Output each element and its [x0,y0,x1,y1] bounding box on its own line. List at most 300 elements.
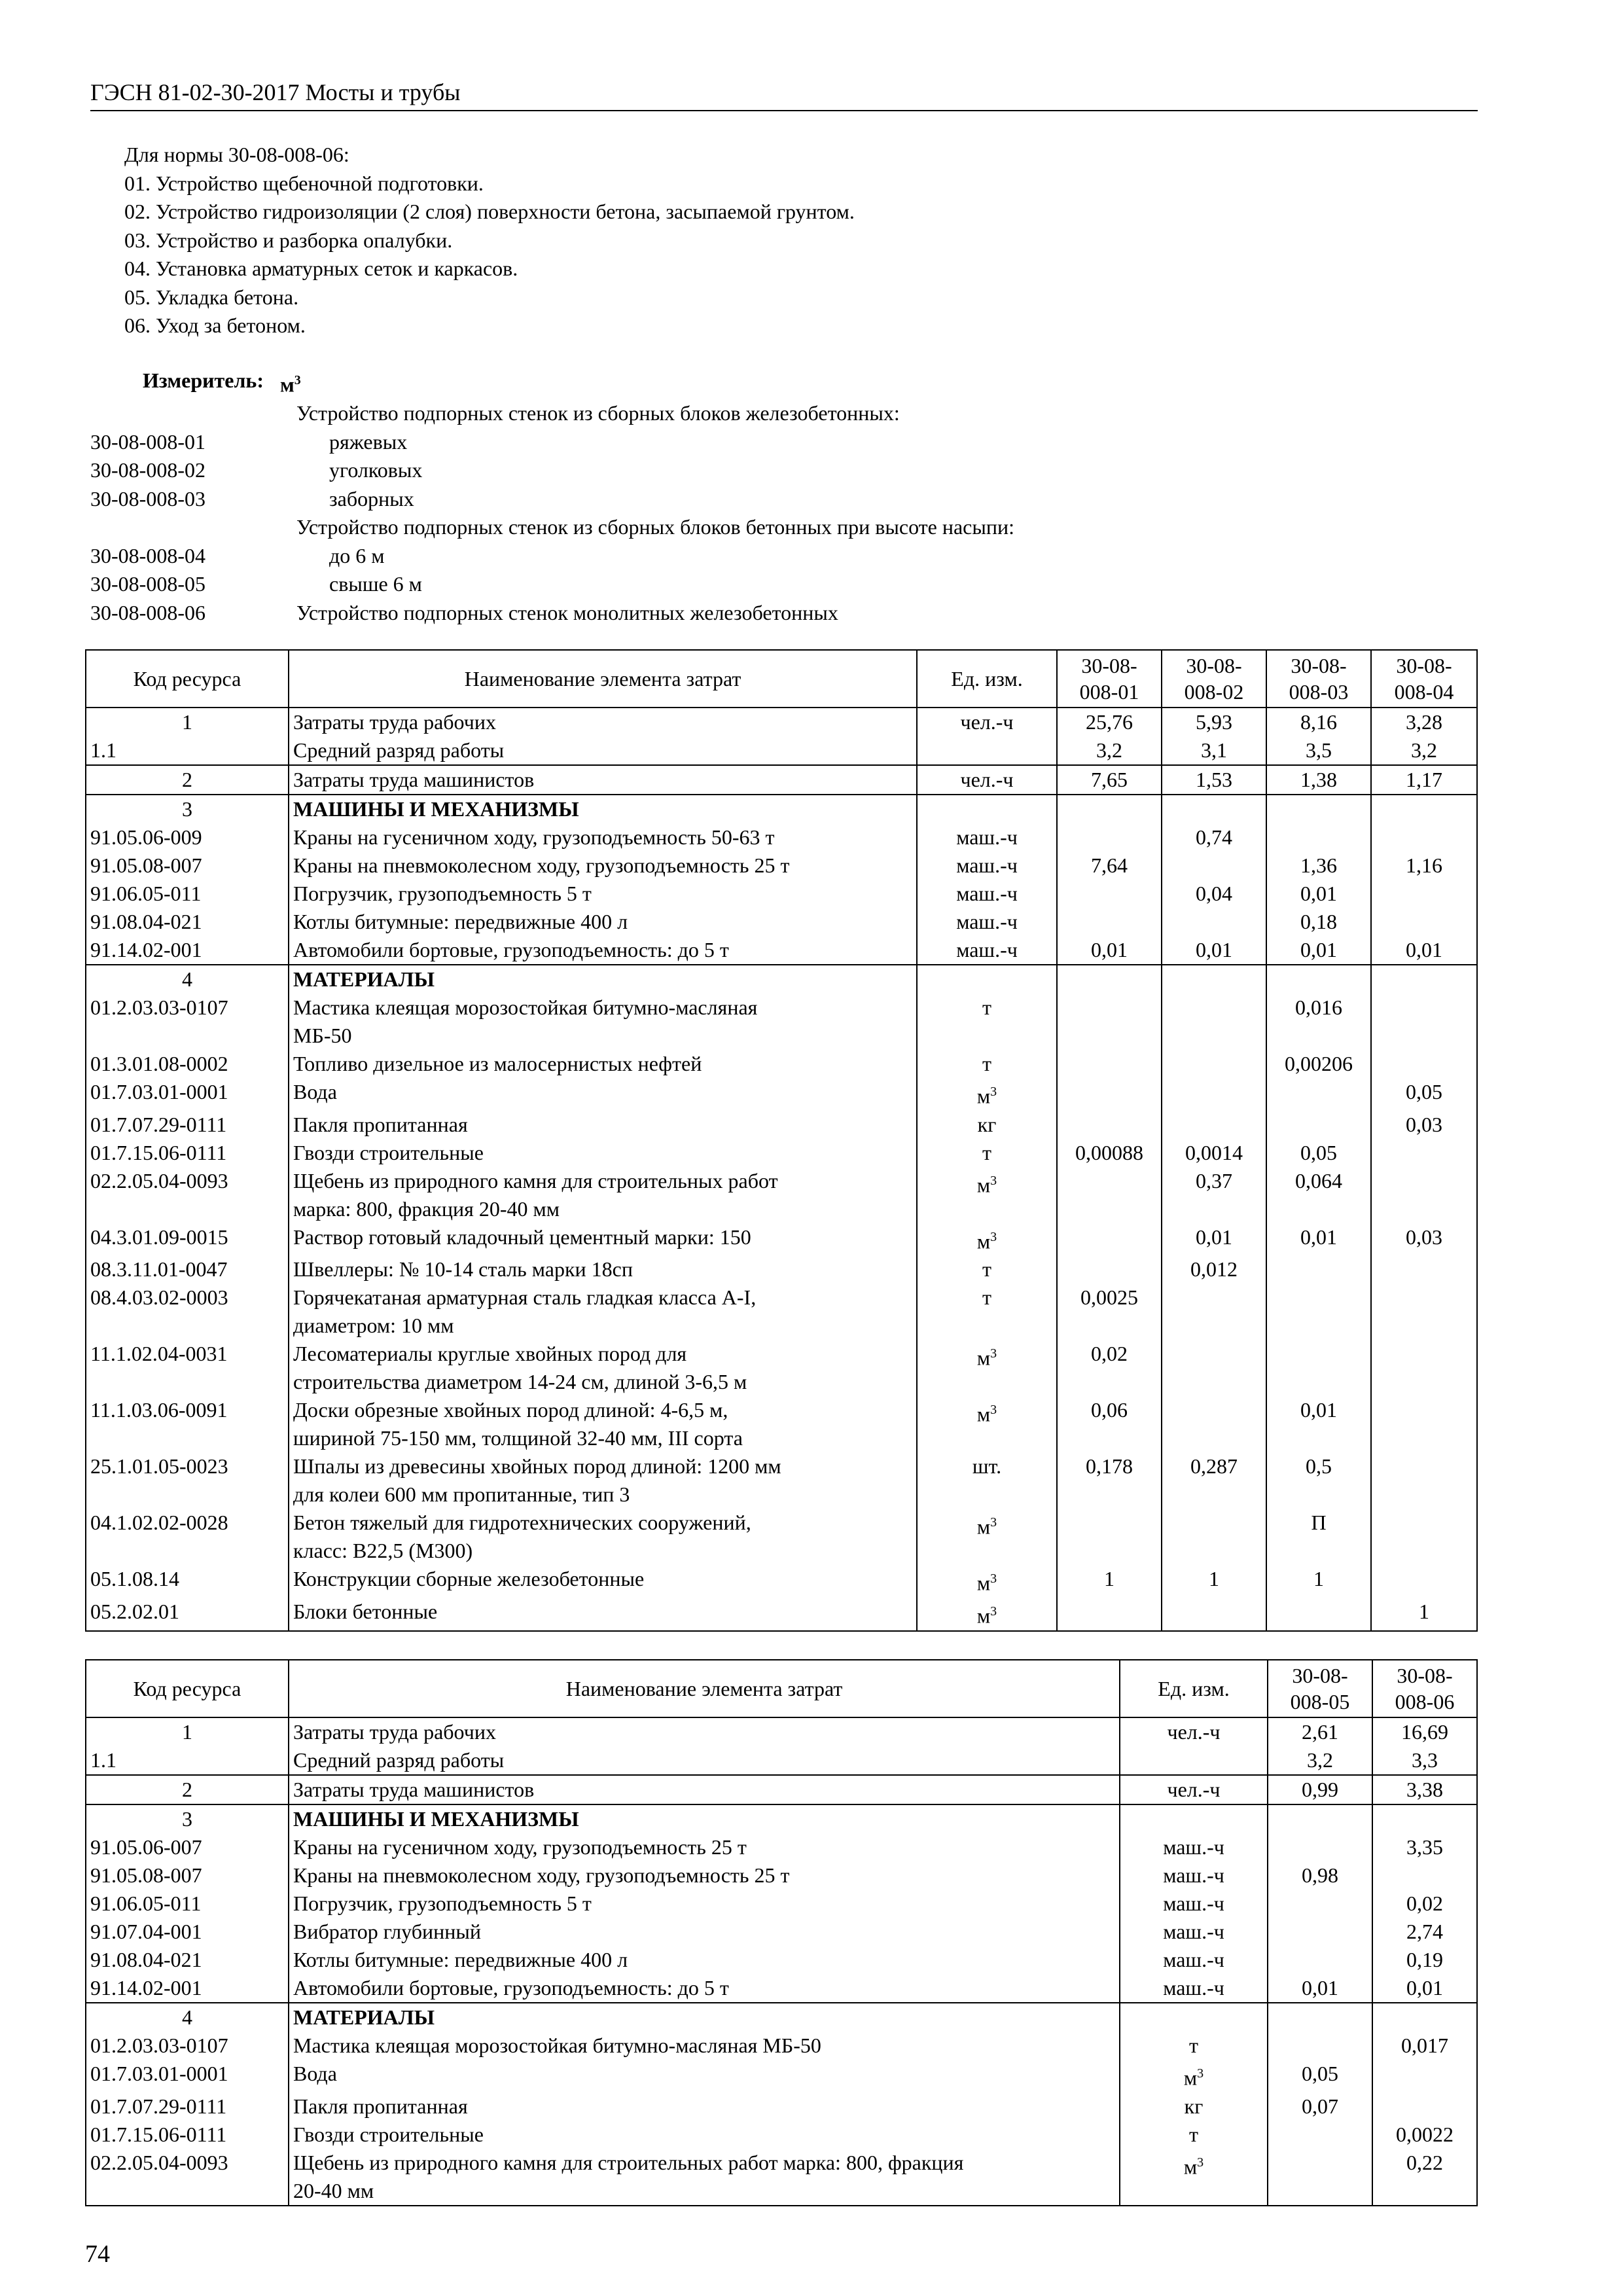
norm-line [90,542,1478,571]
table-body [86,1717,1477,2206]
resource-name [289,1452,917,1509]
norm-value [1268,1890,1372,1918]
resource-code: 1 [86,1717,289,1746]
table-row [86,2003,1477,2032]
resource-name-line: Щебень из природного камня для строительных работ [293,1168,778,1193]
resource-code: 91.08.04-021 [86,908,289,936]
table-row [86,2121,1477,2149]
resource-table-2 [85,1659,1478,2206]
table-row [86,880,1477,908]
norm-value [1371,1255,1477,1283]
norm-value [1371,1050,1477,1078]
resource-unit: маш.-ч [1120,1833,1268,1861]
table-row [86,852,1477,880]
table-row [86,1598,1477,1631]
resource-unit: $м^3$ [917,1509,1057,1565]
norm-value [1371,1452,1477,1509]
norm-value [1266,965,1371,994]
norm-value: 1,38 [1266,765,1371,795]
norm-value [1057,994,1162,1050]
resource-name-line: Вибратор глубинный [293,1920,482,1943]
table-row [86,823,1477,852]
norm-value: 0,01 [1372,1974,1477,2003]
resource-unit: $м^3$ [917,1396,1057,1452]
resource-name [289,1775,1120,1804]
table-row [86,1775,1477,1804]
resource-unit: маш.-ч [1120,1890,1268,1918]
norm-value: 0,01 [1266,936,1371,965]
resource-code: 08.3.11.01-0047 [86,1255,289,1283]
norm-value: 1,16 [1371,852,1477,880]
resource-name [289,908,917,936]
col-header-norm: 30-08- 008-03 [1266,650,1371,708]
norm-value [1162,1509,1266,1565]
resource-name-line: Бетон тяжелый для гидротехнических сооружений, [293,1511,751,1535]
norm-value: 1 [1162,1565,1266,1598]
operations-list [124,141,855,340]
norm-value: 0,00088 [1057,1139,1162,1167]
resource-name [289,1946,1120,1974]
norm-code: 30-08-008-03 [90,486,205,511]
resource-unit: кг [1120,2092,1268,2121]
resource-name-line: Топливо дизельное из малосернистых нефтей [293,1052,702,1075]
table-row [86,1139,1477,1167]
norm-value: 3,28 [1371,708,1477,736]
norm-value [1162,1598,1266,1631]
resource-name [289,1833,1120,1861]
operations-heading: Для нормы 30-08-008-06: [124,143,349,166]
norm-value: 3,2 [1371,736,1477,765]
resource-unit [917,736,1057,765]
norm-title: до 6 м [329,543,385,567]
resource-code: 01.2.03.03-0107 [86,994,289,1050]
resource-name [289,823,917,852]
resource-code: 01.7.03.01-0001 [86,1078,289,1111]
norm-value: 0,06 [1057,1396,1162,1452]
norm-value: 0,178 [1057,1452,1162,1509]
norm-title: заборных [329,486,414,511]
resource-name [289,1717,1120,1746]
table-row [86,1565,1477,1598]
table-row [86,1050,1477,1078]
resource-code: 1.1 [86,736,289,765]
resource-name [289,765,917,795]
resource-code: 01.3.01.08-0002 [86,1050,289,1078]
norm-value [1162,908,1266,936]
resource-name-line: Раствор готовый кладочный цементный марки: 150 [293,1225,751,1249]
resource-unit [917,795,1057,823]
resource-name-line: Вода [293,1080,337,1103]
norm-value: 0,01 [1268,1974,1372,2003]
norm-value: 0,01 [1057,936,1162,965]
resource-name-line: Краны на пневмоколесном ходу, грузоподъемность 25 т [293,1863,790,1887]
norm-value: 0,016 [1266,994,1371,1050]
norm-value: 0,01 [1266,1223,1371,1256]
resource-name-line: Погрузчик, грузоподъемность 5 т [293,882,592,905]
norm-value [1266,1255,1371,1283]
norm-value: 0,22 [1372,2149,1477,2206]
norm-value: 0,04 [1162,880,1266,908]
resource-name [289,1918,1120,1946]
norm-value [1268,2149,1372,2206]
norm-value: 0,03 [1371,1111,1477,1139]
operation-item: 04. Установка арматурных сеток и каркасов. [124,257,518,280]
meter-row [90,367,1478,399]
table-row [86,1111,1477,1139]
resource-unit [917,965,1057,994]
resource-unit: кг [917,1111,1057,1139]
norm-code: 30-08-008-06 [90,600,205,624]
resource-code: 4 [86,2003,289,2032]
norm-value [1266,823,1371,852]
table-row [86,1283,1477,1340]
norm-value: П [1266,1509,1371,1565]
norm-value [1372,1804,1477,1833]
resource-name [289,736,917,765]
resource-unit: маш.-ч [1120,1861,1268,1890]
resource-unit: маш.-ч [917,823,1057,852]
norm-value: 0,0022 [1372,2121,1477,2149]
norm-value [1057,1598,1162,1631]
norm-line [90,513,1478,542]
norm-value [1057,1050,1162,1078]
resource-name [289,1340,917,1396]
norm-value: 1 [1371,1598,1477,1631]
norm-value: 0,07 [1268,2092,1372,2121]
norm-value [1371,1509,1477,1565]
norm-value [1057,1167,1162,1223]
resource-name [289,1223,917,1256]
table-row [86,908,1477,936]
resource-name [289,965,917,994]
resource-name-line: Котлы битумные: передвижные 400 л [293,1948,628,1971]
resource-unit: маш.-ч [1120,1918,1268,1946]
operation-item: 05. Укладка бетона. [124,285,299,309]
resource-unit: маш.-ч [1120,1946,1268,1974]
norm-value [1057,908,1162,936]
resource-code: 4 [86,965,289,994]
norm-group-title: Устройство подпорных стенок из сборных блоков железобетонных: [296,401,900,425]
resource-code: 91.08.04-021 [86,1946,289,1974]
table-row [86,708,1477,736]
norm-value: 0,01 [1162,1223,1266,1256]
resource-name-line: Пакля пропитанная [293,2094,468,2118]
resource-code: 91.05.08-007 [86,1861,289,1890]
norm-value: 0,0025 [1057,1283,1162,1340]
resource-unit: маш.-ч [917,936,1057,965]
norm-value [1162,852,1266,880]
table-row [86,1255,1477,1283]
resource-unit: $м^3$ [917,1167,1057,1223]
table-row [86,2149,1477,2206]
norm-value: 16,69 [1372,1717,1477,1746]
norm-value [1268,1918,1372,1946]
resource-name [289,1565,917,1598]
norm-value: 3,1 [1162,736,1266,765]
resource-name-line: Мастика клеящая морозостойкая битумно-масляная МБ-50 [293,2034,821,2057]
resource-name-line: МБ-50 [293,1024,352,1047]
resource-name-line: Конструкции сборные железобетонные [293,1567,645,1591]
norm-value [1268,2032,1372,2060]
resource-name-line: Шпалы из древесины хвойных пород длиной: 1200 мм [293,1454,781,1479]
norm-value: 2,61 [1268,1717,1372,1746]
resource-name-line: 20-40 мм [293,2178,374,2202]
resource-name-line: Краны на гусеничном ходу, грузоподъемность 50-63 т [293,825,775,849]
table-header-row [86,650,1477,708]
resource-name-line: Горячекатаная арматурная сталь гладкая класса А-I, [293,1285,757,1310]
resource-code: 11.1.03.06-0091 [86,1396,289,1452]
norm-value: 3,35 [1372,1833,1477,1861]
norm-value: 0,05 [1371,1078,1477,1111]
norm-value [1371,1396,1477,1452]
col-header-unit: Ед. изм. [1120,1660,1268,1717]
resource-unit: $м^3$ [917,1223,1057,1256]
resource-code: 01.7.07.29-0111 [86,2092,289,2121]
resource-name [289,2060,1120,2092]
norm-value: 0,01 [1162,936,1266,965]
resource-code: 2 [86,1775,289,1804]
norm-value [1268,2003,1372,2032]
resource-unit: маш.-ч [1120,1974,1268,2003]
table-row [86,1509,1477,1565]
table-row [86,1340,1477,1396]
norm-value [1266,1598,1371,1631]
norm-line [90,485,1478,514]
resource-name-line: Краны на гусеничном ходу, грузоподъемность 25 т [293,1835,747,1859]
resource-name-line: Котлы битумные: передвижные 400 л [293,910,628,933]
resource-unit: т [917,1255,1057,1283]
norm-value: 0,18 [1266,908,1371,936]
norm-value: 0,98 [1268,1861,1372,1890]
resource-unit: $м^3$ [917,1078,1057,1111]
norm-value: 0,05 [1268,2060,1372,2092]
norm-line [90,570,1478,599]
resource-name [289,1255,917,1283]
norm-value: 0,05 [1266,1139,1371,1167]
table-row [86,1861,1477,1890]
resource-unit: маш.-ч [917,852,1057,880]
norm-value: 1,36 [1266,852,1371,880]
norm-value [1266,795,1371,823]
resource-name-line: Автомобили бортовые, грузоподъемность: до 5 т [293,938,729,961]
resource-unit: чел.-ч [1120,1775,1268,1804]
norm-value: 0,012 [1162,1255,1266,1283]
resource-unit: т [1120,2121,1268,2149]
resource-name-line: Погрузчик, грузоподъемность 5 т [293,1892,592,1915]
resource-code: 3 [86,795,289,823]
norm-value: 0,017 [1372,2032,1477,2060]
resource-name [289,852,917,880]
norm-value [1371,880,1477,908]
resource-unit: $м^3$ [917,1565,1057,1598]
norm-value: 0,01 [1266,880,1371,908]
norm-value [1371,994,1477,1050]
resource-unit: чел.-ч [917,765,1057,795]
norm-code: 30-08-008-01 [90,429,205,454]
resource-code: 91.05.06-009 [86,823,289,852]
norm-value [1372,2060,1477,2092]
norm-value [1266,1283,1371,1340]
resource-unit [1120,2003,1268,2032]
norm-value: 0,287 [1162,1452,1266,1509]
resource-name-line: класс: В22,5 (М300) [293,1539,473,1563]
norm-group-title: Устройство подпорных стенок из сборных блоков бетонных при высоте насыпи: [296,515,1015,539]
resource-name [289,1890,1120,1918]
norm-value: 0,19 [1372,1946,1477,1974]
table-row [86,1223,1477,1256]
table-row [86,1452,1477,1509]
resource-code: 91.14.02-001 [86,1974,289,2003]
norm-title: Устройство подпорных стенок монолитных железобетонных [296,600,838,624]
resource-code: 1.1 [86,1746,289,1775]
norm-value: 1,53 [1162,765,1266,795]
norm-value: 3,5 [1266,736,1371,765]
resource-name [289,2092,1120,2121]
col-header-norm: 30-08- 008-04 [1371,650,1477,708]
resource-unit: т [917,1283,1057,1340]
col-header-name: Наименование элемента затрат [289,1660,1120,1717]
norm-value [1162,1050,1266,1078]
norm-title: ряжевых [329,429,408,454]
norm-code: 30-08-008-05 [90,572,205,596]
norm-value: 0,01 [1266,1396,1371,1452]
resource-name-line: Блоки бетонные [293,1599,438,1623]
norm-value [1162,795,1266,823]
norm-value: 2,74 [1372,1918,1477,1946]
table-row [86,1890,1477,1918]
resource-table-1 [85,649,1478,1632]
col-header-unit: Ед. изм. [917,650,1057,708]
resource-name-line: МАТЕРИАЛЫ [293,967,435,991]
resource-code: 04.3.01.09-0015 [86,1223,289,1256]
norm-value: 8,16 [1266,708,1371,736]
table-row [86,1396,1477,1452]
col-header-norm: 30-08- 008-01 [1057,650,1162,708]
norm-value: 1 [1266,1565,1371,1598]
resource-name-line: диаметром: 10 мм [293,1314,454,1338]
resource-code: 01.7.15.06-0111 [86,2121,289,2149]
resource-code: 02.2.05.04-0093 [86,1167,289,1223]
resource-code: 04.1.02.02-0028 [86,1509,289,1565]
col-header-norm: 30-08- 008-06 [1372,1660,1477,1717]
norm-value: 7,65 [1057,765,1162,795]
norm-value [1057,1223,1162,1256]
norm-value: 1,17 [1371,765,1477,795]
resource-code: 01.7.15.06-0111 [86,1139,289,1167]
resource-code: 25.1.01.05-0023 [86,1452,289,1509]
resource-unit: чел.-ч [1120,1717,1268,1746]
norm-value [1371,1340,1477,1396]
resource-name-line: МАШИНЫ И МЕХАНИЗМЫ [293,1807,579,1831]
table-row [86,795,1477,823]
norm-line [90,399,1478,428]
norm-value: 0,064 [1266,1167,1371,1223]
norm-value: 0,01 [1371,936,1477,965]
norm-value [1057,1255,1162,1283]
norm-value [1371,795,1477,823]
resource-name-line: Гвозди строительные [293,2122,484,2146]
table-row [86,1946,1477,1974]
norm-value [1268,1833,1372,1861]
col-header-code: Код ресурса [86,1660,289,1717]
resource-code: 2 [86,765,289,795]
norm-value [1372,2092,1477,2121]
norm-value [1371,965,1477,994]
table-row [86,2060,1477,2092]
table-row [86,1167,1477,1223]
operation-item: 06. Уход за бетоном. [124,314,306,337]
resource-code: 1 [86,708,289,736]
running-header: ГЭСН 81-02-30-2017 Мосты и трубы [90,77,1478,111]
resource-unit [1120,1804,1268,1833]
norm-value [1162,1283,1266,1340]
norm-value: 0,37 [1162,1167,1266,1223]
resource-code: 08.4.03.02-0003 [86,1283,289,1340]
norm-value [1371,1139,1477,1167]
resource-code: 05.2.02.01 [86,1598,289,1631]
resource-name [289,936,917,965]
norm-title: свыше 6 м [329,572,422,596]
table-row [86,936,1477,965]
norm-value: 0,5 [1266,1452,1371,1509]
resource-name [289,1598,917,1631]
norm-value: 3,2 [1268,1746,1372,1775]
table-row [86,1804,1477,1833]
norm-value: 3,38 [1372,1775,1477,1804]
norm-value: 0,0014 [1162,1139,1266,1167]
table-row [86,1918,1477,1946]
norm-value: 0,99 [1268,1775,1372,1804]
resource-unit: $м^3$ [917,1340,1057,1396]
resource-unit: шт. [917,1452,1057,1509]
resource-name-line: Средний разряд работы [293,1748,505,1772]
meter-block [90,367,1478,627]
norm-value [1162,1111,1266,1139]
norm-value [1371,823,1477,852]
resource-name-line: Средний разряд работы [293,738,505,762]
resource-name-line: марка: 800, фракция 20-40 мм [293,1196,560,1221]
norm-value: 25,76 [1057,708,1162,736]
resource-name-line: шириной 75-150 мм, толщиной 32-40 мм, III сорта [293,1426,743,1450]
resource-name-line: строительства диаметром 14-24 см, длиной 3-6,5 м [293,1370,747,1394]
norm-value [1266,1340,1371,1396]
norm-value: 3,2 [1057,736,1162,765]
resource-name-line: Затраты труда машинистов [293,768,535,791]
resource-code: 11.1.02.04-0031 [86,1340,289,1396]
resource-name [289,1861,1120,1890]
resource-code: 91.14.02-001 [86,936,289,965]
resource-name [289,2032,1120,2060]
meter-label: Измеритель: [143,368,264,392]
resource-code: 91.05.06-007 [86,1833,289,1861]
meter-unit: $м^3$ [280,372,301,397]
norm-value [1372,1861,1477,1890]
norm-value [1268,1804,1372,1833]
resource-name [289,1111,917,1139]
resource-name [289,1804,1120,1833]
resource-name-line: для колеи 600 мм пропитанные, тип 3 [293,1482,630,1507]
table-row [86,1833,1477,1861]
resource-name-line: Пакля пропитанная [293,1112,468,1136]
resource-code: 91.05.08-007 [86,852,289,880]
resource-unit: маш.-ч [917,908,1057,936]
norm-value [1057,965,1162,994]
operation-item: 02. Устройство гидроизоляции (2 слоя) поверхности бетона, засыпаемой грунтом. [124,200,855,223]
resource-code: 3 [86,1804,289,1833]
resource-name [289,2149,1120,2206]
resource-name-line: Доски обрезные хвойных пород длиной: 4-6,5 м, [293,1398,728,1422]
norm-title: уголковых [329,458,423,482]
